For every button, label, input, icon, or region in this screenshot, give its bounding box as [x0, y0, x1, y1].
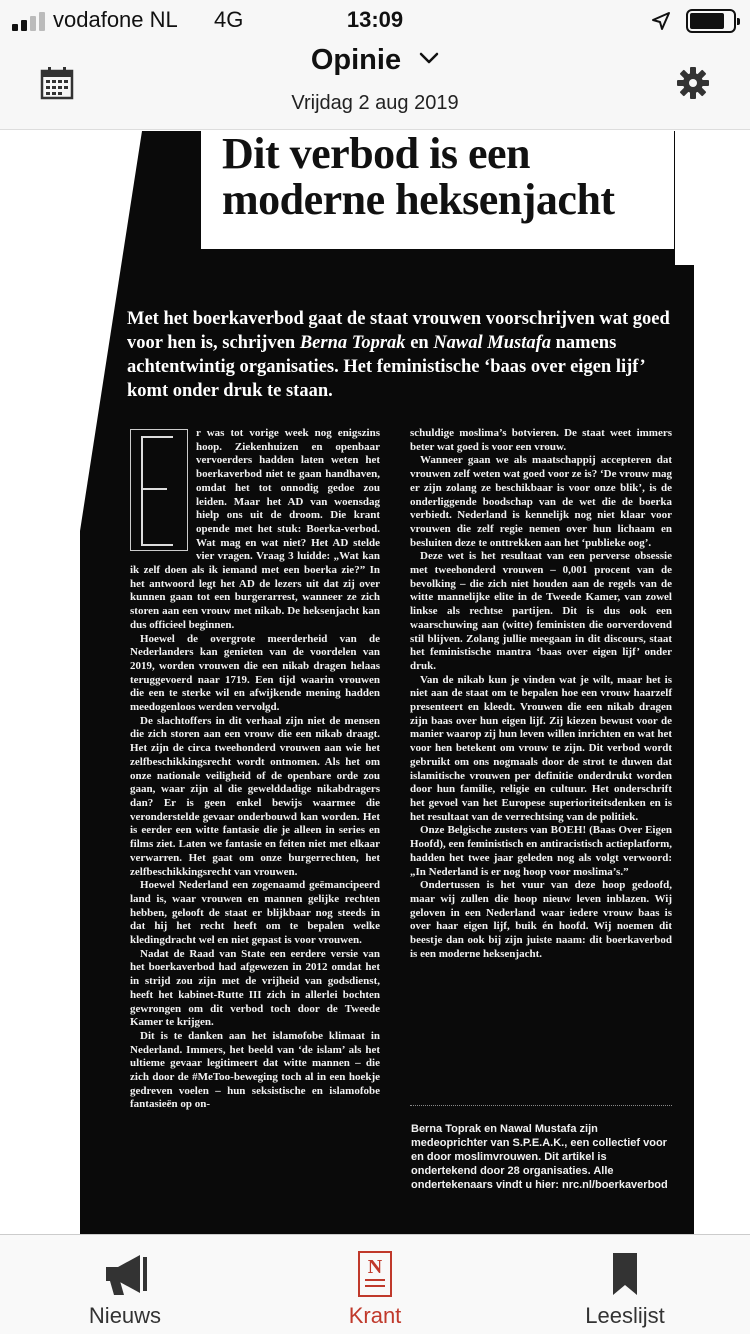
tab-label: Krant — [348, 1303, 402, 1328]
app-header — [0, 42, 750, 130]
paragraph: Nadat de Raad van State een eerdere versie van het boerkaverbod had afgewezen in 2012 omdat het in strijd zou zijn met de vrijheid van godsdienst, heeft het kabinet-Rutte III zich in allerlei bochten gewrongen om dit verbod toch door de Tweede Kamer te krijgen. — [130, 947, 380, 1029]
chevron-down-icon — [419, 52, 439, 64]
paragraph: Ondertussen is het vuur van deze hoop gedoofd, maar wij zullen die hoop nieuw leven inblazen. Wij geloven in een Nederland waar iedere vrouw baas is over haar eigen lijf, buik én hoofd. Wij noemen dit beestje dan ook bij zijn juiste naam: dit boerkaverbod is een moderne heksenjacht. — [410, 879, 672, 960]
paragraph: De slachtoffers in dit verhaal zijn niet de mensen die zich storen aan een vrouw die een nikab draagt. Het zijn de circa tweehonderd vrouwen aan wie het zelfbeschikkingsrecht wordt ontnomen. Als het om onze nationale veiligheid of de openbare orde zou gaan, waar zijn al die gewelddadige nikabdragers dan? Er is geen enkel bewijs waarmee die veronderstelde gevaar onderbouwd kan worden. Het is eerder een witte fantasie die je alleen in series en films ziet. Laten we fantasie en feiten niet met elkaar verwarren. Het gaat om onze burgerrechten, het zelfbeschikkingsrecht van vrouwen. — [130, 714, 380, 878]
tab-nieuws[interactable] — [0, 1235, 250, 1334]
section-selector[interactable] — [0, 44, 750, 77]
location-arrow-icon — [651, 11, 671, 31]
svg-text:N: N — [367, 1256, 383, 1278]
network-type: 4G — [214, 7, 244, 32]
paragraph: Deze wet is het resultaat van een perverse obsessie met tweehonderd vrouwen – 0,001 procent van de bevolking – die zich niet houden aan de regels van de witte mannelijke elite in de Tweede Kamer, van zowel linkse als rechtse partijen. Dit is dus ook een waarschuwing aan (witte) feministen die oorverdovend stil blijven. Zolang jullie meegaan in dit discours, staat het feministische mantra ‘baas over eigen lijf’ onder druk. — [410, 550, 672, 672]
article-headline: Dit verbod is een moderne heksenjacht — [222, 129, 615, 224]
tab-leeslijst[interactable] — [500, 1235, 750, 1334]
edition-date: Vrijdag 2 aug 2019 — [291, 92, 459, 114]
section-title: Opinie — [310, 44, 402, 76]
paragraph: Onze Belgische zusters van BOEH! (Baas Over Eigen Hoofd), een feministisch en antiracistisch actieplatform, hadden het twee jaar geleden nog als volgt verwoord: „In Nederland is er nog hoop voor moslima’s.” — [410, 824, 672, 878]
paragraph: Hoewel Nederland een zogenaamd geëmancipeerd land is, waar vrouwen en mannen gelijke rechten hebben, gelooft de staat er blijkbaar nog steeds in dat hij het recht heeft om te bepalen welke kledingdracht wel en niet gepast is voor vrouwen. — [130, 879, 380, 947]
newspaper-page[interactable] — [0, 131, 750, 1234]
paragraph: schuldige moslima’s botvieren. De staat weet immers beter wat goed is voor een vrouw. — [410, 427, 672, 453]
megaphone-icon — [0, 1251, 250, 1297]
tab-krant[interactable] — [250, 1235, 500, 1334]
status-bar — [0, 0, 750, 42]
newspaper-n-icon — [250, 1251, 500, 1297]
author-footnote: Berna Toprak en Nawal Mustafa zijn medeoprichter van S.P.E.A.K., een collectief voor en door moslimvrouwen. Dit artikel is ondertekend door 28 organisaties. Alle ondertekenaars vindt u hier: nrc.nl/boerkaverbod — [411, 1123, 668, 1191]
gear-icon[interactable] — [676, 66, 710, 100]
author-name: Nawal Mustafa — [433, 333, 552, 353]
article-intro: Met het boerkaverbod gaat de staat vrouwen voorschrijven wat goed voor hen is, schrijven Berna Toprak en Nawal Mustafa namens achtentwintig organisaties. Het feministische ‘baas over eigen lijf’ komt onder druk te staan. — [127, 309, 670, 401]
dropcap-e — [130, 429, 188, 551]
tab-bar — [0, 1234, 750, 1334]
footnote-divider — [410, 1105, 672, 1106]
carrier-name: vodafone NL — [53, 7, 178, 32]
bookmark-icon — [500, 1251, 750, 1297]
paragraph: Wanneer gaan we als maatschappij accepteren dat vrouwen zelf weten wat goed voor ze is? ‘De vrouw mag er zijn zolang ze beschikbaar is voor onze blik’, is de onderliggende boodschap van de wet die de boerka verbiedt. Nederland is kennelijk nog niet klaar voor vrouwen die zelf regie nemen over hun lichaam en besluiten deze te onttrekken aan het ‘publieke oog’. — [410, 454, 672, 549]
author-name: Berna Toprak — [299, 333, 406, 353]
clock: 13:09 — [346, 7, 404, 32]
paragraph: r was tot vorige week nog enigszins hoop. Ziekenhuizen en openbaar vervoerders hadden laten weten het boerkaverbod niet te gaan handhaven, omdat het tot onnodig gedoe zou leiden. Maar het AD van woensdag hielp ons uit de droom. Die krant opende met het stuk: Boerka-verbod. Wat mag en wat niet? Het AD stelde vier vragen. Vraag 3 luidde: „Wat kan ik zelf doen als ik iemand met een boerka zie?” In het antwoord legt het AD de lezers uit dat zij over kunnen gaan tot een burgerarrest, wanneer ze zich storen aan een vrouw met nikab. De heksenjacht kan dus officieel beginnen. — [130, 427, 380, 631]
paragraph: Van de nikab kun je vinden wat je wilt, maar het is niet aan de staat om te bepalen hoe een vrouw haarzelf presenteert en kleedt. Vrouwen die een nikab dragen zijn baas over hun eigen lijf. Zij kiezen bewust voor de manier waarop zij hun leven willen inrichten en wat het voor hen betekent om vrouw te zijn. Dit verbod wordt gebruikt om ons nogmaals door de strot te duwen dat islamitische vrouwen per definitie onderdrukt worden door hun familie, religie en cultuur. Het onderschrift het gevoel van het Europese superioriteitsdenken en is het resultaat van de verrechtsing van de politiek. — [410, 673, 672, 823]
article-column-right — [410, 427, 672, 961]
paragraph: Hoewel de overgrote meerderheid van de Nederlanders kan genieten van de voordelen van 2019, worden vrouwen die een nikab dragen helaas teruggevoerd naar 1719. Een tijd waarin vrouwen die een te sterke wil en afwijkende mening hadden meedogenloos werden vervolgd. — [130, 632, 380, 714]
article-column-left — [130, 427, 380, 1112]
tab-label: Leeslijst — [585, 1303, 665, 1328]
tab-label: Nieuws — [88, 1303, 162, 1328]
paragraph: Dit is te danken aan het islamofobe klimaat in Nederland. Immers, het beeld van ‘de islam’ als het ultieme gevaar legitimeert dat witte mannen – die zich door de #MeToo-beweging toch al in een hoekje gedreven voelen – hun seksistische en islamofobe fantasieën op on- — [130, 1029, 380, 1111]
battery-icon — [686, 9, 736, 33]
